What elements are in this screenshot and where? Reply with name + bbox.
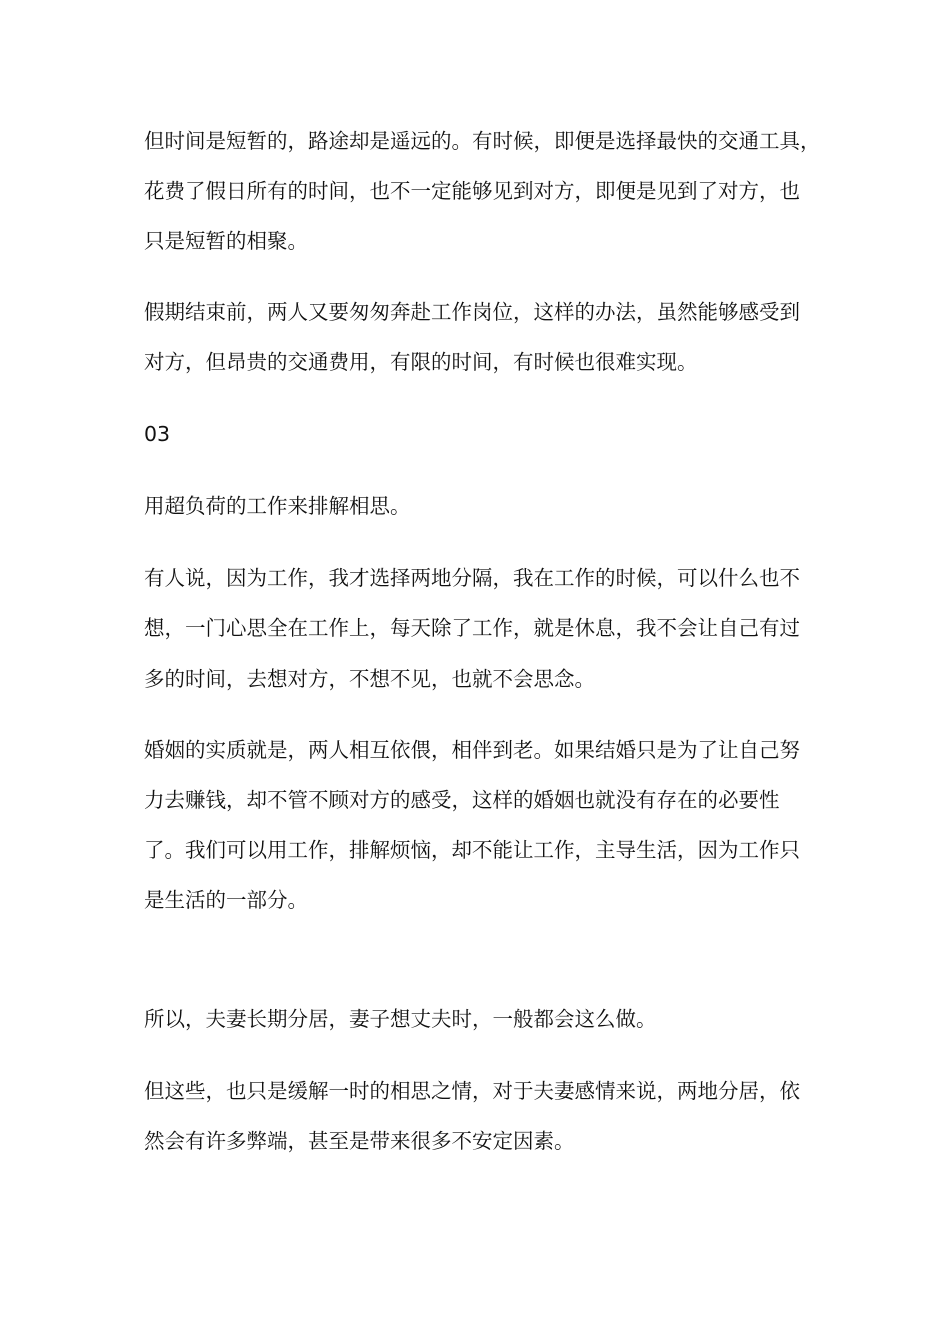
- paragraph-6-line-1: 婚姻的实质就是，两人相互依偎，相伴到老。如果结婚只是为了让自己努: [144, 738, 800, 762]
- paragraph-7-line-1: 所以，夫妻长期分居，妻子想丈夫时，一般都会这么做。: [144, 1007, 657, 1031]
- paragraph-6-line-2: 力去赚钱，却不管不顾对方的感受，这样的婚姻也就没有存在的必要性: [144, 788, 780, 812]
- section-heading: 用超负荷的工作来排解相思。: [144, 494, 411, 518]
- paragraph-8-line-2: 然会有许多弊端，甚至是带来很多不安定因素。: [144, 1129, 575, 1153]
- paragraph-5-line-1: 有人说，因为工作，我才选择两地分隔，我在工作的时候，可以什么也不: [144, 566, 800, 590]
- paragraph-1-line-2: 花费了假日所有的时间，也不一定能够见到对方，即便是见到了对方，也: [144, 179, 800, 203]
- paragraph-2-line-1: 假期结束前，两人又要匆匆奔赴工作岗位，这样的办法，虽然能够感受到: [144, 300, 800, 324]
- paragraph-6-line-3: 了。我们可以用工作，排解烦恼，却不能让工作，主导生活，因为工作只: [144, 838, 800, 862]
- paragraph-1-line-3: 只是短暂的相聚。: [144, 229, 308, 253]
- paragraph-8-line-1: 但这些，也只是缓解一时的相思之情，对于夫妻感情来说，两地分居，依: [144, 1079, 800, 1103]
- paragraph-2-line-2: 对方，但昂贵的交通费用，有限的时间，有时候也很难实现。: [144, 350, 698, 374]
- section-number: 03: [144, 422, 171, 446]
- paragraph-6-line-4: 是生活的一部分。: [144, 888, 308, 912]
- paragraph-5-line-3: 多的时间，去想对方，不想不见，也就不会思念。: [144, 667, 595, 691]
- paragraph-1-line-1: 但时间是短暂的，路途却是遥远的。有时候，即便是选择最快的交通工具，: [144, 129, 821, 153]
- paragraph-5-line-2: 想，一门心思全在工作上，每天除了工作，就是休息，我不会让自己有过: [144, 616, 800, 640]
